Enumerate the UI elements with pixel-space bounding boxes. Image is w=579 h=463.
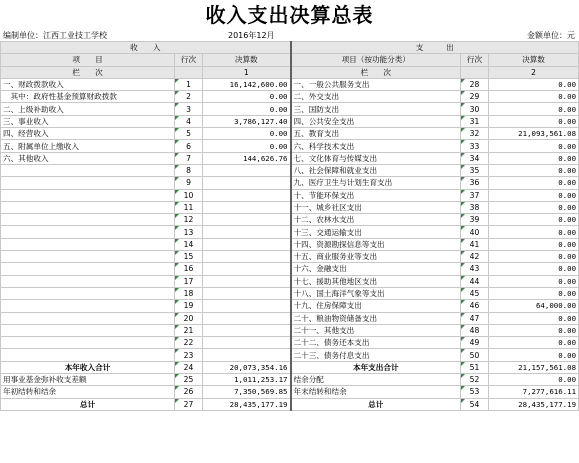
income-row-no-cell[interactable]: 19 xyxy=(175,300,203,312)
expense-row-no-cell[interactable]: 47 xyxy=(461,312,489,324)
expense-amount-cell[interactable]: 0.00 xyxy=(489,91,579,103)
income-amount-cell[interactable] xyxy=(203,287,291,299)
income-row-no-cell[interactable]: 15 xyxy=(175,251,203,263)
expense-amount-cell[interactable]: 0.00 xyxy=(489,189,579,201)
expense-amount-cell[interactable]: 7,277,616.11 xyxy=(489,386,579,398)
table-row[interactable] xyxy=(1,201,579,213)
income-amount-cell[interactable]: 28,435,177.19 xyxy=(203,398,291,410)
expense-item-cell[interactable]: 十四、资源勘探信息等支出 xyxy=(291,238,461,250)
expense-item-cell[interactable]: 十五、商业服务业等支出 xyxy=(291,251,461,263)
income-amount-cell[interactable] xyxy=(203,177,291,189)
expense-amount-cell[interactable]: 0.00 xyxy=(489,238,579,250)
expense-row-no-cell[interactable]: 46 xyxy=(461,300,489,312)
income-item-cell[interactable] xyxy=(1,189,175,201)
expense-item-cell[interactable]: 十三、交通运输支出 xyxy=(291,226,461,238)
income-amount-cell[interactable] xyxy=(203,324,291,336)
income-amount-cell[interactable]: 0.00 xyxy=(203,128,291,140)
expense-amount-cell[interactable]: 0.00 xyxy=(489,337,579,349)
income-item-cell[interactable] xyxy=(1,263,175,275)
col-row-income: 行次 xyxy=(175,54,203,66)
expense-row-no-cell[interactable]: 49 xyxy=(461,337,489,349)
income-row-no-cell[interactable]: 8 xyxy=(175,164,203,176)
income-amount-cell[interactable] xyxy=(203,238,291,250)
table-row[interactable] xyxy=(1,337,579,349)
expense-row-no-cell[interactable]: 43 xyxy=(461,263,489,275)
expense-row-no-cell[interactable]: 53 xyxy=(461,386,489,398)
expense-item-cell[interactable]: 本年支出合计 xyxy=(291,361,461,373)
table-row[interactable] xyxy=(1,312,579,324)
table-row[interactable] xyxy=(1,251,579,263)
expense-amount-cell[interactable]: 0.00 xyxy=(489,115,579,127)
table-row[interactable] xyxy=(1,103,579,115)
table-row[interactable] xyxy=(1,189,579,201)
expense-row-no-cell[interactable]: 42 xyxy=(461,251,489,263)
expense-amount-cell[interactable]: 0.00 xyxy=(489,226,579,238)
page-title: 收入支出决算总表 xyxy=(205,3,374,27)
expense-item-cell[interactable]: 二十二、债务还本支出 xyxy=(291,337,461,349)
table-row[interactable] xyxy=(1,238,579,250)
income-amount-cell[interactable]: 16,142,600.00 xyxy=(203,78,291,90)
income-item-cell[interactable]: 五、附属单位上缴收入 xyxy=(1,140,175,152)
sub-col-no-expense: 2 xyxy=(489,66,579,78)
expense-amount-cell[interactable]: 0.00 xyxy=(489,263,579,275)
expense-item-cell[interactable]: 八、社会保障和就业支出 xyxy=(291,164,461,176)
income-item-cell[interactable] xyxy=(1,275,175,287)
expense-amount-cell[interactable]: 28,435,177.19 xyxy=(489,398,579,410)
col-item-expense: 项目（按功能分类） xyxy=(291,54,461,66)
income-item-cell[interactable] xyxy=(1,238,175,250)
table-row[interactable] xyxy=(1,287,579,299)
expense-amount-cell[interactable]: 0.00 xyxy=(489,140,579,152)
expense-amount-cell[interactable]: 0.00 xyxy=(489,251,579,263)
income-amount-cell[interactable] xyxy=(203,201,291,213)
income-item-cell[interactable]: 三、事业收入 xyxy=(1,115,175,127)
income-row-no-cell[interactable]: 20 xyxy=(175,312,203,324)
expense-amount-cell[interactable]: 0.00 xyxy=(489,275,579,287)
expense-row-no-cell[interactable]: 29 xyxy=(461,91,489,103)
income-item-cell[interactable] xyxy=(1,312,175,324)
income-row-no-cell[interactable]: 3 xyxy=(175,103,203,115)
income-row-no-cell[interactable]: 13 xyxy=(175,226,203,238)
expense-row-no-cell[interactable]: 37 xyxy=(461,189,489,201)
income-amount-cell[interactable]: 3,786,127.40 xyxy=(203,115,291,127)
expense-row-no-cell[interactable]: 35 xyxy=(461,164,489,176)
expense-amount-cell[interactable]: 0.00 xyxy=(489,349,579,361)
expense-row-no-cell[interactable]: 39 xyxy=(461,214,489,226)
income-row-no-cell[interactable]: 25 xyxy=(175,374,203,386)
income-item-cell[interactable]: 年初结转和结余 xyxy=(1,386,175,398)
income-item-cell[interactable]: 四、经营收入 xyxy=(1,128,175,140)
summary-table xyxy=(0,41,579,411)
expense-row-no-cell[interactable]: 33 xyxy=(461,140,489,152)
table-row[interactable] xyxy=(1,398,579,410)
expense-item-cell[interactable]: 结余分配 xyxy=(291,374,461,386)
income-item-cell[interactable] xyxy=(1,226,175,238)
sub-col-blank-expense xyxy=(461,66,489,78)
col-amount-income: 决算数 xyxy=(203,54,291,66)
table-row[interactable] xyxy=(1,263,579,275)
income-amount-cell[interactable] xyxy=(203,349,291,361)
table-row[interactable] xyxy=(1,374,579,386)
expense-item-cell[interactable]: 七、文化体育与传媒支出 xyxy=(291,152,461,164)
table-row[interactable] xyxy=(1,164,579,176)
table-row[interactable] xyxy=(1,128,579,140)
expense-row-no-cell[interactable]: 32 xyxy=(461,128,489,140)
expense-row-no-cell[interactable]: 28 xyxy=(461,78,489,90)
expense-item-cell[interactable]: 三、国防支出 xyxy=(291,103,461,115)
expense-row-no-cell[interactable]: 41 xyxy=(461,238,489,250)
expense-row-no-cell[interactable]: 44 xyxy=(461,275,489,287)
income-amount-cell[interactable] xyxy=(203,337,291,349)
income-amount-cell[interactable] xyxy=(203,312,291,324)
expense-item-cell[interactable]: 二十一、其他支出 xyxy=(291,324,461,336)
income-row-no-cell[interactable]: 12 xyxy=(175,214,203,226)
income-row-no-cell[interactable]: 6 xyxy=(175,140,203,152)
sub-col-label-expense: 栏 次 xyxy=(291,66,461,78)
table-row[interactable] xyxy=(1,300,579,312)
expense-item-cell[interactable]: 十七、援助其他地区支出 xyxy=(291,275,461,287)
income-amount-cell[interactable] xyxy=(203,251,291,263)
expense-amount-cell[interactable]: 0.00 xyxy=(489,312,579,324)
expense-item-cell[interactable]: 年末结转和结余 xyxy=(291,386,461,398)
expense-row-no-cell[interactable]: 51 xyxy=(461,361,489,373)
expense-amount-cell[interactable]: 0.00 xyxy=(489,103,579,115)
income-row-no-cell[interactable]: 10 xyxy=(175,189,203,201)
expense-header: 支 出 xyxy=(291,42,579,54)
expense-row-no-cell[interactable]: 38 xyxy=(461,201,489,213)
expense-item-cell[interactable]: 十、节能环保支出 xyxy=(291,189,461,201)
income-row-no-cell[interactable]: 16 xyxy=(175,263,203,275)
expense-item-cell[interactable]: 二十三、债务付息支出 xyxy=(291,349,461,361)
expense-item-cell[interactable]: 五、教育支出 xyxy=(291,128,461,140)
sub-col-no-income: 1 xyxy=(203,66,291,78)
expense-item-cell[interactable]: 十六、金融支出 xyxy=(291,263,461,275)
income-amount-cell[interactable] xyxy=(203,263,291,275)
income-amount-cell[interactable] xyxy=(203,164,291,176)
currency-label: 金额单位：元 xyxy=(527,31,575,40)
income-amount-cell[interactable] xyxy=(203,189,291,201)
income-row-no-cell[interactable]: 5 xyxy=(175,128,203,140)
table-row[interactable] xyxy=(1,324,579,336)
expense-item-cell[interactable]: 九、医疗卫生与计划生育支出 xyxy=(291,177,461,189)
income-item-cell[interactable]: 一、财政拨款收入 xyxy=(1,78,175,90)
income-row-no-cell[interactable]: 11 xyxy=(175,201,203,213)
income-row-no-cell[interactable]: 1 xyxy=(175,78,203,90)
expense-row-no-cell[interactable]: 31 xyxy=(461,115,489,127)
income-item-cell[interactable] xyxy=(1,251,175,263)
table-row[interactable] xyxy=(1,349,579,361)
income-amount-cell[interactable]: 0.00 xyxy=(203,103,291,115)
table-row[interactable] xyxy=(1,91,579,103)
expense-item-cell[interactable]: 二、外交支出 xyxy=(291,91,461,103)
income-item-cell[interactable]: 二、上级补助收入 xyxy=(1,103,175,115)
expense-item-cell[interactable]: 十二、农林水支出 xyxy=(291,214,461,226)
table-row[interactable] xyxy=(1,386,579,398)
expense-amount-cell[interactable]: 0.00 xyxy=(489,177,579,189)
income-item-cell[interactable] xyxy=(1,287,175,299)
sub-col-blank-income xyxy=(175,66,203,78)
expense-amount-cell[interactable]: 21,157,561.08 xyxy=(489,361,579,373)
income-item-cell[interactable]: 六、其他收入 xyxy=(1,152,175,164)
expense-item-cell[interactable]: 二十、粮油物资储备支出 xyxy=(291,312,461,324)
expense-row-no-cell[interactable]: 45 xyxy=(461,287,489,299)
income-row-no-cell[interactable]: 14 xyxy=(175,238,203,250)
expense-amount-cell[interactable]: 0.00 xyxy=(489,78,579,90)
expense-item-cell[interactable]: 四、公共安全支出 xyxy=(291,115,461,127)
expense-amount-cell[interactable]: 0.00 xyxy=(489,164,579,176)
income-item-cell[interactable]: 用事业基金弥补收支差额 xyxy=(1,374,175,386)
income-row-no-cell[interactable]: 7 xyxy=(175,152,203,164)
expense-row-no-cell[interactable]: 50 xyxy=(461,349,489,361)
expense-item-cell[interactable]: 一、一般公共服务支出 xyxy=(291,78,461,90)
table-row[interactable] xyxy=(1,214,579,226)
income-item-cell[interactable] xyxy=(1,214,175,226)
income-amount-cell[interactable]: 1,011,253.17 xyxy=(203,374,291,386)
expense-row-no-cell[interactable]: 40 xyxy=(461,226,489,238)
expense-amount-cell[interactable]: 0.00 xyxy=(489,287,579,299)
income-row-no-cell[interactable]: 9 xyxy=(175,177,203,189)
income-item-cell[interactable] xyxy=(1,324,175,336)
income-header: 收 入 xyxy=(1,42,291,54)
income-row-no-cell[interactable]: 2 xyxy=(175,91,203,103)
income-amount-cell[interactable]: 20,073,354.16 xyxy=(203,361,291,373)
table-row[interactable] xyxy=(1,226,579,238)
expense-amount-cell[interactable]: 0.00 xyxy=(489,374,579,386)
expense-item-cell[interactable]: 六、科学技术支出 xyxy=(291,140,461,152)
income-row-no-cell[interactable]: 17 xyxy=(175,275,203,287)
expense-row-no-cell[interactable]: 34 xyxy=(461,152,489,164)
expense-amount-cell[interactable]: 0.00 xyxy=(489,201,579,213)
income-amount-cell[interactable] xyxy=(203,226,291,238)
income-amount-cell[interactable] xyxy=(203,300,291,312)
income-item-cell[interactable]: 其中：政府性基金预算财政拨款 xyxy=(1,91,175,103)
income-amount-cell[interactable]: 0.00 xyxy=(203,140,291,152)
income-amount-cell[interactable]: 0.00 xyxy=(203,91,291,103)
table-row[interactable] xyxy=(1,361,579,373)
unit-label: 编制单位：江西工业技工学校 xyxy=(3,31,107,40)
period-label: 2016年12月 xyxy=(228,31,275,40)
income-item-cell[interactable] xyxy=(1,201,175,213)
expense-amount-cell[interactable]: 64,000.00 xyxy=(489,300,579,312)
expense-row-no-cell[interactable]: 52 xyxy=(461,374,489,386)
expense-amount-cell[interactable]: 0.00 xyxy=(489,152,579,164)
income-item-cell[interactable] xyxy=(1,164,175,176)
col-item-income: 项 目 xyxy=(1,54,175,66)
expense-amount-cell[interactable]: 0.00 xyxy=(489,214,579,226)
col-row-expense: 行次 xyxy=(461,54,489,66)
table-row[interactable] xyxy=(1,152,579,164)
income-item-cell[interactable] xyxy=(1,300,175,312)
income-amount-cell[interactable] xyxy=(203,214,291,226)
expense-item-cell[interactable]: 十九、住房保障支出 xyxy=(291,300,461,312)
income-row-no-cell[interactable]: 27 xyxy=(175,398,203,410)
col-amount-expense: 决算数 xyxy=(489,54,579,66)
expense-row-no-cell[interactable]: 54 xyxy=(461,398,489,410)
table-row[interactable] xyxy=(1,275,579,287)
table-row[interactable] xyxy=(1,78,579,90)
table-row[interactable] xyxy=(1,140,579,152)
income-row-no-cell[interactable]: 23 xyxy=(175,349,203,361)
income-amount-cell[interactable]: 144,626.76 xyxy=(203,152,291,164)
income-row-no-cell[interactable]: 21 xyxy=(175,324,203,336)
income-row-no-cell[interactable]: 4 xyxy=(175,115,203,127)
table-row[interactable] xyxy=(1,177,579,189)
expense-amount-cell[interactable]: 21,093,561.08 xyxy=(489,128,579,140)
income-item-cell[interactable] xyxy=(1,337,175,349)
income-row-no-cell[interactable]: 18 xyxy=(175,287,203,299)
income-item-cell[interactable]: 总计 xyxy=(1,398,175,410)
expense-item-cell[interactable]: 十八、国土海洋气象等支出 xyxy=(291,287,461,299)
income-row-no-cell[interactable]: 26 xyxy=(175,386,203,398)
expense-item-cell[interactable]: 十一、城乡社区支出 xyxy=(291,201,461,213)
income-item-cell[interactable] xyxy=(1,177,175,189)
expense-item-cell[interactable]: 总计 xyxy=(291,398,461,410)
table-row[interactable] xyxy=(1,115,579,127)
income-amount-cell[interactable]: 7,350,569.85 xyxy=(203,386,291,398)
income-row-no-cell[interactable]: 24 xyxy=(175,361,203,373)
income-item-cell[interactable]: 本年收入合计 xyxy=(1,361,175,373)
income-row-no-cell[interactable]: 22 xyxy=(175,337,203,349)
income-item-cell[interactable] xyxy=(1,349,175,361)
income-amount-cell[interactable] xyxy=(203,275,291,287)
expense-row-no-cell[interactable]: 30 xyxy=(461,103,489,115)
sub-col-label-income: 栏 次 xyxy=(1,66,175,78)
expense-row-no-cell[interactable]: 36 xyxy=(461,177,489,189)
expense-row-no-cell[interactable]: 48 xyxy=(461,324,489,336)
expense-amount-cell[interactable]: 0.00 xyxy=(489,324,579,336)
